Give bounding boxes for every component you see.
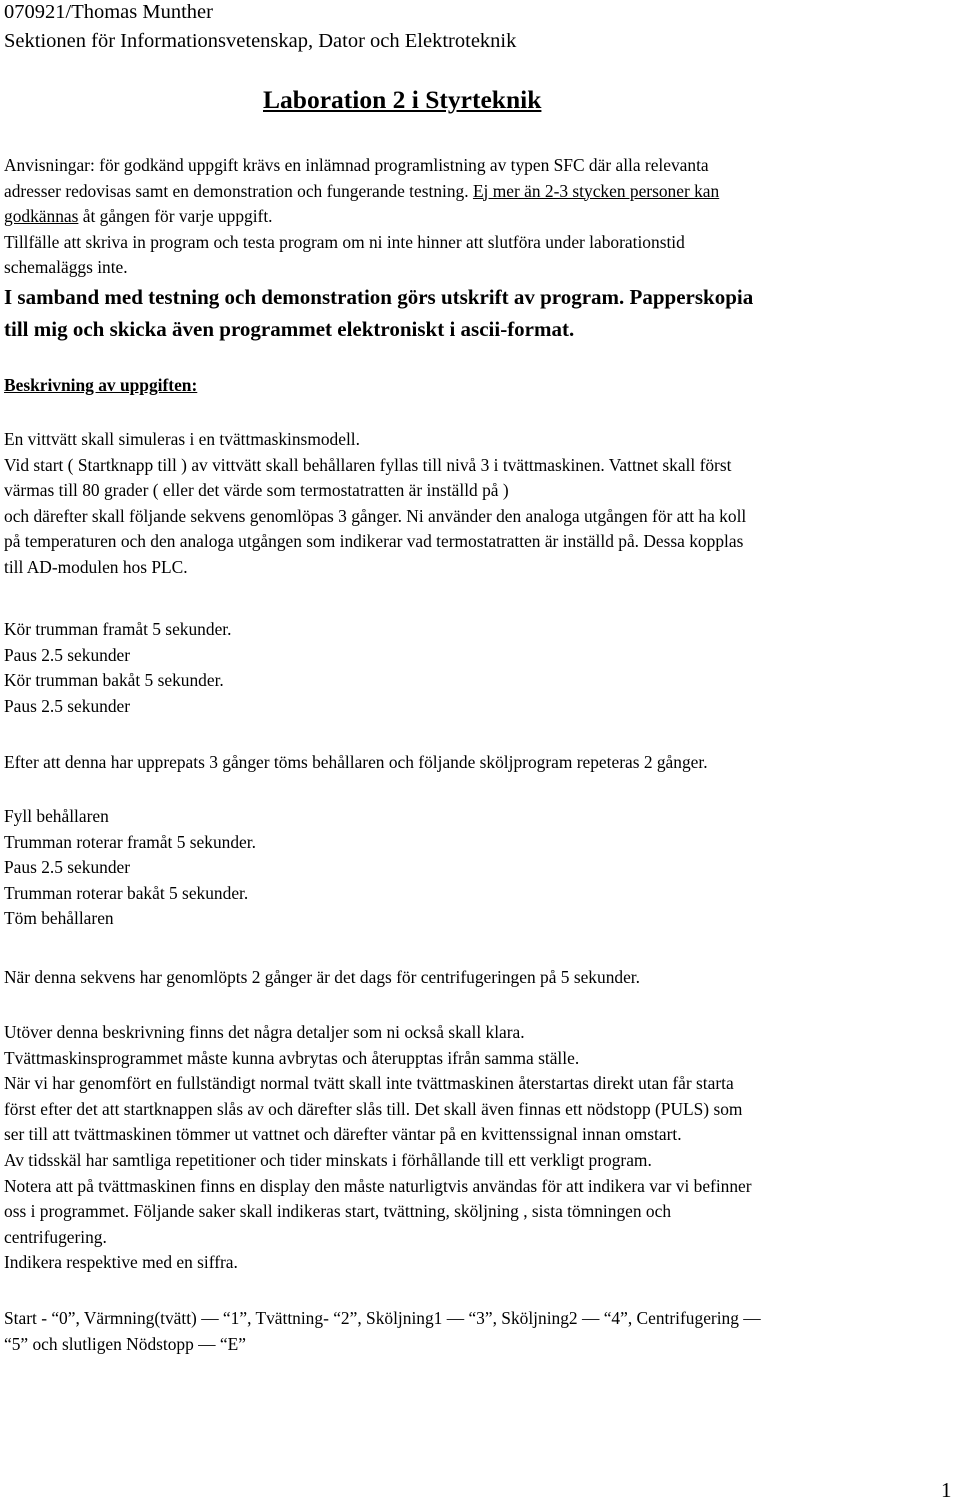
- details-line: Notera att på tvättmaskinen finns en display den måste naturligtvis användas för att indikera var vi befinner: [4, 1175, 752, 1196]
- section-heading: Beskrivning av uppgiften:: [4, 375, 198, 395]
- sequence-step: Paus 2.5 sekunder: [4, 644, 131, 665]
- details-line: När vi har genomfört en fullständigt normal tvätt skall inte tvättmaskinen återstartas direkt utan får starta: [4, 1073, 734, 1094]
- display-codes-line: “5” och slutligen Nödstopp — “E”: [4, 1333, 246, 1354]
- instruction-line: Tillfälle att skriva in program och testa program om ni inte hinner att slutföra under laborationstid: [4, 231, 685, 252]
- details-line: centrifugering.: [4, 1226, 107, 1247]
- description-paragraph: [4, 427, 956, 581]
- header-department: Sektionen för Informationsvetenskap, Dator och Elektroteknik: [4, 30, 517, 52]
- instruction-line: [4, 179, 956, 205]
- description-line: till AD-modulen hos PLC.: [4, 556, 188, 577]
- description-line: Vid start ( Startknapp till ) av vittvätt skall behållaren fyllas till nivå 3 i tvättmaskinen. Vattnet skall först: [4, 454, 732, 475]
- instruction-line: schemaläggs inte.: [4, 257, 128, 278]
- bold-notice-line: till mig och skicka även programmet elektroniskt i ascii-format.: [4, 317, 575, 341]
- underlined-text: Ej mer än 2-3 stycken personer kan: [472, 180, 720, 201]
- description-line: och därefter skall följande sekvens genomlöpas 3 gånger. Ni använder den analoga utgången för att ha koll: [4, 505, 747, 526]
- sequence-step: Paus 2.5 sekunder: [4, 857, 131, 878]
- after-repeat-text: Efter att denna har upprepats 3 gånger töms behållaren och följande sköljprogram repeteras 2 gånger.: [4, 752, 708, 772]
- details-line: Av tidsskäl har samtliga repetitioner och tider minskats i förhållande till ett verkligt program.: [4, 1149, 652, 1170]
- details-line: Indikera respektive med en siffra.: [4, 1252, 238, 1273]
- bold-notice: [4, 281, 956, 345]
- page-title: Laboration 2 i Styrteknik: [263, 85, 542, 114]
- instructions-paragraph: [4, 153, 956, 281]
- underlined-text: godkännas: [4, 206, 79, 227]
- header-author: 070921/Thomas Munther: [4, 1, 213, 23]
- details-line: oss i programmet. Följande saker skall indikeras start, tvättning, sköljning , sista tömningen och: [4, 1201, 672, 1222]
- sequence-step: Töm behållaren: [4, 908, 114, 929]
- centrifuge-text: När denna sekvens har genomlöpts 2 gånger är det dags för centrifugeringen på 5 sekunder.: [4, 967, 640, 987]
- details-line: först efter det att startknappen slås av och därefter slås till. Det skall även finnas ett nödstopp (PULS) som: [4, 1098, 743, 1119]
- description-line: En vittvätt skall simuleras i en tvättmaskinsmodell.: [4, 429, 360, 449]
- details-line: Tvättmaskinsprogrammet måste kunna avbrytas och återupptas ifrån samma ställe.: [4, 1047, 580, 1068]
- instruction-line: Anvisningar: för godkänd uppgift krävs en inlämnad programlistning av typen SFC där alla relevanta: [4, 155, 709, 175]
- description-line: på temperaturen och den analoga utgången som indikerar vad termostatratten är inställd på. Dessa kopplas: [4, 531, 744, 552]
- rinse-sequence: [4, 804, 956, 932]
- display-codes-line: Start - “0”, Värmning(tvätt) — “1”, Tvättning- “2”, Sköljning1 — “3”, Sköljning2 — “4”, Centrifugering —: [4, 1308, 761, 1328]
- document-header: [4, 0, 956, 56]
- description-line: värmas till 80 grader ( eller det värde som termostatratten är inställd på ): [4, 480, 509, 501]
- display-codes: [4, 1306, 956, 1357]
- sequence-step: Kör trumman bakåt 5 sekunder.: [4, 670, 224, 691]
- details-paragraph: [4, 1020, 956, 1276]
- page-number: 1: [941, 1478, 952, 1502]
- details-line: ser till att tvättmaskinen tömmer ut vattnet och därefter väntar på en kvittenssignal innan omstart.: [4, 1124, 682, 1145]
- sequence-step: Kör trumman framåt 5 sekunder.: [4, 619, 232, 639]
- sequence-step: Trumman roterar bakåt 5 sekunder.: [4, 882, 249, 903]
- bold-notice-line: I samband med testning och demonstration görs utskrift av program. Papperskopia: [4, 285, 754, 309]
- instruction-text: adresser redovisas samt en demonstration och fungerande testning.: [4, 180, 473, 201]
- instruction-text: åt gången för varje uppgift.: [78, 206, 273, 227]
- sequence-step: Trumman roterar framåt 5 sekunder.: [4, 831, 256, 852]
- sequence-step: Fyll behållaren: [4, 806, 109, 826]
- wash-sequence: [4, 617, 956, 719]
- instruction-line: [4, 204, 956, 230]
- details-line: Utöver denna beskrivning finns det några detaljer som ni också skall klara.: [4, 1022, 525, 1042]
- sequence-step: Paus 2.5 sekunder: [4, 695, 131, 716]
